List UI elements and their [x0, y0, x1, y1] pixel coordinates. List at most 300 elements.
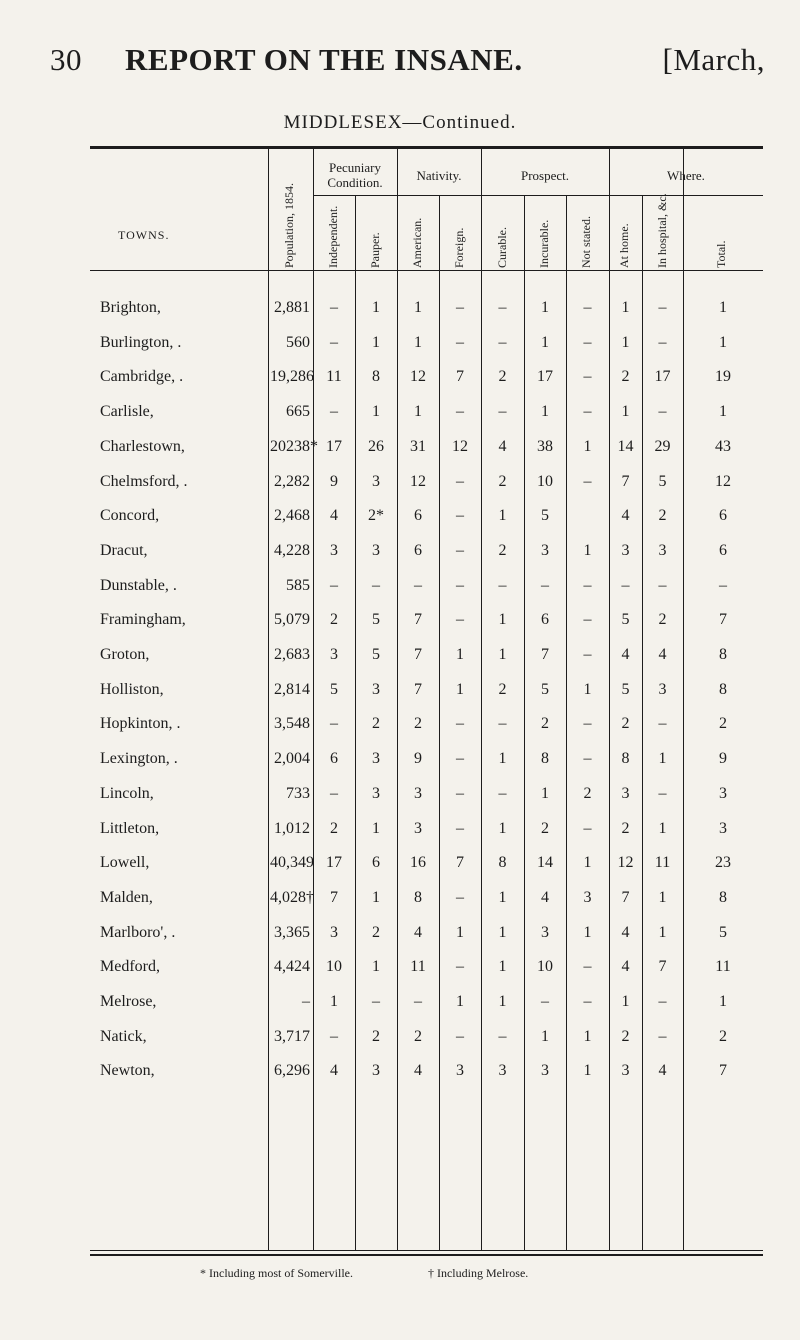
footnote-dagger: † Including Melrose.	[427, 1266, 529, 1280]
cell-pop: 40,349	[270, 854, 314, 872]
cell-cur: –	[498, 299, 507, 316]
cell-pop: 3,548	[274, 715, 310, 733]
town-name: Charlestown,	[100, 437, 185, 455]
cell-pau: –	[372, 993, 380, 1010]
town-name: Concord,	[100, 507, 160, 525]
header-american: American.	[410, 217, 424, 268]
cell-ind: 1	[330, 993, 338, 1010]
cell-ame: 1	[414, 333, 422, 351]
cell-home: 4	[621, 646, 630, 663]
cell-tot: 43	[715, 437, 731, 455]
cell-cur: 8	[498, 854, 507, 872]
cell-pop: 4,228	[274, 541, 310, 559]
cell-inc: 14	[537, 854, 553, 872]
cell-hosp: 3	[658, 680, 667, 698]
cell-pop: 4,424	[274, 958, 310, 976]
cell-pau: 3	[372, 541, 380, 559]
table-row	[0, 403, 800, 433]
town-name: Burlington, .	[100, 333, 182, 351]
cell-home: 4	[621, 507, 630, 525]
cell-ind: 4	[330, 507, 338, 525]
cell-home: 3	[621, 1062, 630, 1080]
cell-ns: 3	[583, 888, 592, 906]
cell-cur: 1	[498, 923, 507, 941]
cell-pau: 2*	[368, 507, 384, 525]
header-pecuniary: Pecuniary Condition.	[327, 160, 383, 190]
cell-cur: –	[498, 576, 507, 594]
cell-hosp: 3	[658, 541, 667, 559]
cell-cur: –	[498, 403, 507, 421]
cell-home: 3	[621, 784, 630, 802]
cell-tot: 1	[719, 299, 727, 316]
cell-ame: 12	[410, 368, 426, 386]
cell-inc: 1	[541, 784, 549, 802]
cell-cur: 4	[498, 437, 507, 455]
cell-cur: –	[498, 715, 507, 733]
table-subtitle: MIDDLESEX—Continued.	[283, 112, 517, 133]
table-row	[0, 611, 800, 641]
cell-ame: 2	[414, 1027, 422, 1045]
cell-ame: 4	[414, 923, 422, 941]
cell-pau: 3	[372, 784, 380, 802]
cell-pop: 3,717	[274, 1027, 310, 1045]
cell-inc: 4	[541, 888, 549, 906]
cell-cur: 1	[498, 646, 507, 663]
cell-ame: 7	[414, 611, 422, 629]
cell-cur: 2	[498, 368, 507, 386]
cell-ns: –	[583, 993, 592, 1010]
cell-home: 8	[621, 750, 630, 768]
header-where: Where.	[667, 168, 705, 183]
cell-cur: 2	[498, 680, 507, 698]
cell-for: 1	[456, 993, 464, 1010]
town-name: Brighton,	[100, 299, 161, 316]
cell-for: –	[456, 819, 464, 837]
cell-pau: 1	[372, 403, 380, 421]
cell-ame: –	[414, 993, 422, 1010]
header-population: Population, 1854.	[282, 182, 296, 268]
cell-ns: –	[583, 403, 592, 421]
town-name: Littleton,	[100, 819, 160, 837]
cell-cur: 1	[498, 819, 507, 837]
cell-tot: 1	[719, 403, 727, 421]
cell-for: –	[456, 576, 464, 594]
cell-home: 7	[621, 888, 630, 906]
table-row	[0, 681, 800, 711]
cell-inc: 1	[541, 299, 549, 316]
table-row	[0, 854, 800, 884]
table-row	[0, 1028, 800, 1058]
cell-ns: –	[583, 750, 592, 768]
cell-ns: –	[583, 646, 592, 663]
cell-hosp: –	[658, 784, 667, 802]
cell-cur: 1	[498, 888, 507, 906]
page-month: [March,	[662, 42, 765, 77]
cell-ame: 8	[414, 888, 422, 906]
cell-pop: 560	[286, 333, 310, 351]
cell-home: 1	[621, 403, 630, 421]
group-header-rule	[313, 195, 763, 196]
cell-for: 3	[456, 1062, 464, 1080]
cell-hosp: 4	[658, 646, 667, 663]
cell-for: –	[456, 715, 464, 733]
cell-for: 12	[452, 437, 468, 455]
header-at-home: At home.	[617, 223, 631, 268]
town-name: Groton,	[100, 646, 150, 663]
cell-home: 1	[621, 993, 630, 1010]
cell-home: 2	[621, 819, 630, 837]
cell-tot: 9	[719, 750, 727, 768]
cell-hosp: 4	[658, 1062, 667, 1080]
cell-tot: –	[719, 576, 727, 594]
header-total: Total.	[714, 240, 728, 268]
cell-cur: –	[498, 784, 507, 802]
cell-home: 4	[621, 923, 630, 941]
cell-ns: 1	[583, 923, 592, 941]
cell-inc: 10	[537, 472, 553, 490]
cell-hosp: 17	[654, 368, 671, 386]
table-row	[0, 820, 800, 850]
table-row	[0, 507, 800, 537]
town-name: Natick,	[100, 1027, 147, 1045]
cell-ns: –	[583, 611, 592, 629]
cell-home: 5	[621, 611, 630, 629]
cell-pop: 2,282	[274, 472, 310, 490]
cell-ame: 12	[410, 472, 426, 490]
cell-inc: 8	[541, 750, 549, 768]
cell-pau: 2	[372, 715, 380, 733]
cell-home: 1	[621, 299, 630, 316]
cell-inc: 38	[537, 437, 553, 455]
page-title: REPORT ON THE INSANE.	[125, 42, 523, 77]
cell-ns: 2	[583, 784, 592, 802]
cell-for: –	[456, 403, 464, 421]
cell-ns: 1	[583, 437, 592, 455]
header-nativity: Nativity.	[416, 168, 462, 183]
cell-tot: 8	[719, 680, 727, 698]
cell-cur: –	[498, 1027, 507, 1045]
cell-pau: 1	[372, 958, 380, 976]
cell-ns: –	[583, 472, 592, 490]
cell-ame: 7	[414, 646, 422, 663]
town-name: Marlboro', .	[100, 923, 176, 941]
cell-pop: 1,012	[274, 819, 310, 837]
cell-ame: 4	[414, 1062, 422, 1080]
cell-hosp: –	[658, 715, 667, 733]
cell-ame: 1	[414, 403, 422, 421]
cell-inc: 1	[541, 333, 549, 351]
cell-ame: 31	[410, 437, 426, 455]
table-row	[0, 750, 800, 780]
cell-pop: 2,683	[274, 646, 310, 663]
cell-cur: –	[498, 333, 507, 351]
cell-pop: –	[302, 993, 310, 1010]
table-row	[0, 473, 800, 503]
cell-hosp: –	[658, 993, 667, 1010]
cell-inc: 2	[541, 715, 549, 733]
town-name: Framingham,	[100, 611, 186, 629]
cell-inc: –	[541, 993, 549, 1010]
cell-pop: 5,079	[274, 611, 310, 629]
cell-pop: 19,286	[270, 368, 314, 386]
cell-hosp: 29	[654, 437, 671, 455]
cell-cur: 1	[498, 958, 507, 976]
cell-pau: 2	[372, 1027, 380, 1045]
cell-for: –	[456, 541, 464, 559]
cell-ind: 3	[330, 541, 338, 559]
cell-pau: 3	[372, 472, 380, 490]
cell-pop: 4,028†	[270, 888, 314, 906]
cell-home: 1	[621, 333, 630, 351]
cell-ind: 3	[330, 923, 338, 941]
cell-tot: 5	[719, 923, 727, 941]
cell-ame: 6	[414, 541, 422, 559]
town-name: Malden,	[100, 888, 153, 906]
cell-cur: 1	[498, 993, 507, 1010]
town-name: Dunstable, .	[100, 576, 177, 594]
cell-tot: 3	[719, 819, 727, 837]
cell-pop: 20238*	[270, 437, 318, 455]
cell-cur: 1	[498, 611, 507, 629]
cell-tot: 23	[715, 854, 731, 872]
cell-cur: 1	[498, 507, 507, 525]
town-name: Hopkinton, .	[100, 715, 181, 733]
cell-ind: –	[330, 299, 338, 316]
cell-inc: 7	[541, 646, 549, 663]
cell-cur: 1	[498, 750, 507, 768]
cell-pau: 26	[368, 437, 384, 455]
cell-home: 4	[621, 958, 630, 976]
table-top-rule	[90, 146, 763, 149]
town-name: Lexington, .	[100, 750, 178, 768]
table-row	[0, 577, 800, 607]
table-row	[0, 785, 800, 815]
header-foreign: Foreign.	[452, 227, 466, 268]
cell-home: 12	[617, 854, 634, 872]
cell-ns: –	[583, 715, 592, 733]
cell-ns: 1	[583, 1062, 592, 1080]
cell-pop: 2,881	[274, 299, 310, 316]
header-incurable: Incurable.	[537, 219, 551, 268]
table-row	[0, 715, 800, 745]
cell-pau: –	[372, 576, 380, 594]
cell-ns: 1	[583, 1027, 592, 1045]
cell-ame: 11	[410, 958, 426, 976]
town-name: Dracut,	[100, 541, 148, 559]
cell-pop: 3,365	[274, 923, 310, 941]
cell-ind: –	[330, 403, 338, 421]
cell-home: 3	[621, 541, 630, 559]
cell-for: –	[456, 472, 464, 490]
cell-ns: 1	[583, 680, 592, 698]
cell-ns: 1	[583, 854, 592, 872]
cell-ame: 16	[410, 854, 426, 872]
cell-ns: –	[583, 819, 592, 837]
cell-hosp: 2	[658, 507, 667, 525]
cell-inc: 3	[541, 1062, 549, 1080]
cell-ind: 11	[326, 368, 342, 386]
cell-ns: –	[583, 576, 592, 594]
cell-tot: 7	[719, 611, 727, 629]
footnotes	[200, 1266, 700, 1281]
table-row	[0, 958, 800, 988]
cell-for: 1	[456, 680, 464, 698]
cell-pop: 2,468	[274, 507, 310, 525]
cell-for: –	[456, 611, 464, 629]
cell-for: 7	[456, 368, 464, 386]
cell-ame: 2	[414, 715, 422, 733]
page-number: 30	[50, 42, 82, 77]
cell-for: –	[456, 1027, 464, 1045]
header-pauper: Pauper.	[368, 232, 382, 268]
cell-tot: 1	[719, 993, 727, 1010]
cell-inc: 17	[537, 368, 553, 386]
cell-for: –	[456, 958, 464, 976]
cell-inc: 1	[541, 403, 549, 421]
table-row	[0, 299, 800, 329]
header-towns: TOWNS.	[118, 228, 170, 242]
table-row	[0, 993, 800, 1023]
table-bottom-rule	[90, 1250, 763, 1251]
cell-for: –	[456, 750, 464, 768]
cell-tot: 8	[719, 646, 727, 663]
cell-ns: –	[583, 333, 592, 351]
cell-home: 7	[621, 472, 630, 490]
cell-pau: 1	[372, 333, 380, 351]
cell-pau: 3	[372, 750, 380, 768]
cell-ind: 17	[326, 854, 342, 872]
cell-hosp: 5	[658, 472, 667, 490]
cell-ind: 2	[330, 819, 338, 837]
cell-ind: –	[330, 333, 338, 351]
cell-pau: 8	[372, 368, 380, 386]
cell-pau: 6	[372, 854, 380, 872]
cell-home: 5	[621, 680, 630, 698]
cell-ns: –	[583, 368, 592, 386]
cell-tot: 12	[715, 472, 731, 490]
cell-cur: 2	[498, 541, 507, 559]
cell-pau: 5	[372, 646, 380, 663]
cell-tot: 3	[719, 784, 727, 802]
cell-ind: 7	[330, 888, 338, 906]
cell-pop: 665	[286, 403, 310, 421]
table-row	[0, 334, 800, 364]
cell-ind: 5	[330, 680, 338, 698]
town-name: Melrose,	[100, 993, 157, 1010]
cell-hosp: –	[658, 299, 667, 316]
cell-ind: 17	[326, 437, 342, 455]
cell-pop: 2,814	[274, 680, 310, 698]
table-row	[0, 1062, 800, 1092]
cell-ind: 9	[330, 472, 338, 490]
table-row	[0, 889, 800, 919]
cell-hosp: –	[658, 576, 667, 594]
cell-hosp: 1	[658, 819, 667, 837]
cell-for: –	[456, 784, 464, 802]
table-row	[0, 368, 800, 398]
cell-pau: 3	[372, 1062, 380, 1080]
cell-for: –	[456, 507, 464, 525]
town-name: Cambridge, .	[100, 368, 184, 386]
cell-ame: –	[414, 576, 422, 594]
cell-ame: 1	[414, 299, 422, 316]
cell-inc: 3	[541, 923, 549, 941]
cell-cur: 3	[498, 1062, 507, 1080]
cell-ind: 6	[330, 750, 338, 768]
cell-ind: 2	[330, 611, 338, 629]
cell-pop: 6,296	[274, 1062, 310, 1080]
cell-tot: 8	[719, 888, 727, 906]
cell-ame: 3	[414, 784, 422, 802]
cell-ns: –	[583, 299, 592, 316]
cell-hosp: –	[658, 333, 667, 351]
cell-home: –	[621, 576, 630, 594]
cell-home: 2	[621, 368, 630, 386]
table-row	[0, 542, 800, 572]
cell-ame: 9	[414, 750, 422, 768]
cell-ind: –	[330, 1027, 338, 1045]
cell-ns: –	[583, 958, 592, 976]
page-header	[50, 38, 765, 88]
header-in-hospital: In hospital, &c.	[655, 193, 669, 268]
table-bottom-rule-heavy	[90, 1254, 763, 1256]
cell-pau: 3	[372, 680, 380, 698]
header-bottom-rule	[90, 270, 763, 271]
town-name: Holliston,	[100, 680, 164, 698]
cell-ns: 1	[583, 541, 592, 559]
cell-ind: –	[330, 715, 338, 733]
cell-hosp: 2	[658, 611, 667, 629]
cell-tot: 2	[719, 1027, 727, 1045]
header-not-stated: Not stated.	[579, 216, 593, 268]
cell-ind: –	[330, 576, 338, 594]
cell-ind: 10	[326, 958, 342, 976]
cell-pau: 1	[372, 819, 380, 837]
cell-hosp: 1	[658, 888, 667, 906]
cell-pop: 585	[286, 576, 310, 594]
table-row	[0, 646, 800, 676]
cell-inc: 10	[537, 958, 553, 976]
cell-hosp: 1	[658, 750, 667, 768]
cell-inc: 2	[541, 819, 549, 837]
cell-hosp: –	[658, 1027, 667, 1045]
cell-ind: 3	[330, 646, 338, 663]
cell-tot: 6	[719, 541, 727, 559]
cell-inc: 5	[541, 680, 549, 698]
footnote-star: * Including most of Somerville.	[200, 1266, 353, 1280]
header-prospect: Prospect.	[520, 168, 570, 183]
cell-hosp: 11	[654, 854, 671, 872]
town-name: Lincoln,	[100, 784, 154, 802]
town-name: Medford,	[100, 958, 160, 976]
town-name: Carlisle,	[100, 403, 154, 421]
cell-for: –	[456, 888, 464, 906]
cell-tot: 2	[719, 715, 727, 733]
cell-for: 1	[456, 646, 464, 663]
cell-for: 7	[456, 854, 464, 872]
cell-home: 2	[621, 1027, 630, 1045]
header-independent: Independent.	[326, 205, 340, 268]
table-row	[0, 924, 800, 954]
town-name: Newton,	[100, 1062, 155, 1080]
cell-tot: 11	[715, 958, 731, 976]
cell-tot: 1	[719, 333, 727, 351]
cell-pau: 1	[372, 299, 380, 316]
cell-home: 2	[621, 715, 630, 733]
cell-hosp: 7	[658, 958, 667, 976]
cell-ame: 6	[414, 507, 422, 525]
cell-inc: 1	[541, 1027, 549, 1045]
